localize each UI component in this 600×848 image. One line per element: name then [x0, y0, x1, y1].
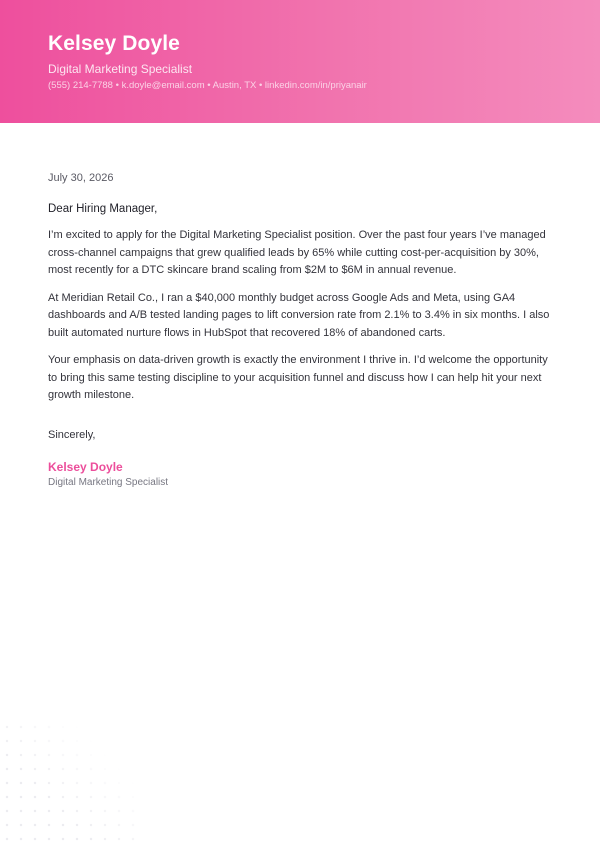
decorative-dot-pattern: [0, 720, 140, 848]
paragraph-intro: I’m excited to apply for the Digital Marketing Specialist position. Over the past four years I’ve managed cross-channel campaigns that grew qualified leads by 65% while cutting cost-per-acquisition by 30%, most recently for a DTC skincare brand scaling from $2M to $6M in annual revenue.: [48, 229, 546, 276]
sender-contact-line: (555) 214-7788 • k.doyle@email.com • Austin, TX • linkedin.com/in/priyanair: [48, 80, 367, 91]
paragraph-experience: At Meridian Retail Co., I ran a $40,000 monthly budget across Google Ads and Meta, using GA4 dashboards and A/B tested landing pages to lift conversion rate from 2.1% to 3.4% in six months. I also built automated nurture flows in HubSpot that recovered 18% of abandoned carts.: [48, 291, 550, 339]
letterhead-banner: [0, 0, 600, 123]
sender-title: Digital Marketing Specialist: [48, 62, 193, 76]
sender-name: Kelsey Doyle: [48, 32, 180, 55]
signature-name: Kelsey Doyle: [48, 459, 123, 474]
letter-date: July 30, 2026: [48, 172, 114, 184]
paragraph-closing: Your emphasis on data-driven growth is exactly the environment I thrive in. I’d welcome the opportunity to bring this same testing discipline to your acquisition funnel and discuss how I can help hit your next growth milestone.: [48, 354, 548, 401]
letter-body: [48, 172, 556, 488]
signature-title: Digital Marketing Specialist: [48, 476, 169, 488]
salutation: Dear Hiring Manager,: [48, 203, 158, 215]
closing-phrase: Sincerely,: [48, 428, 96, 441]
